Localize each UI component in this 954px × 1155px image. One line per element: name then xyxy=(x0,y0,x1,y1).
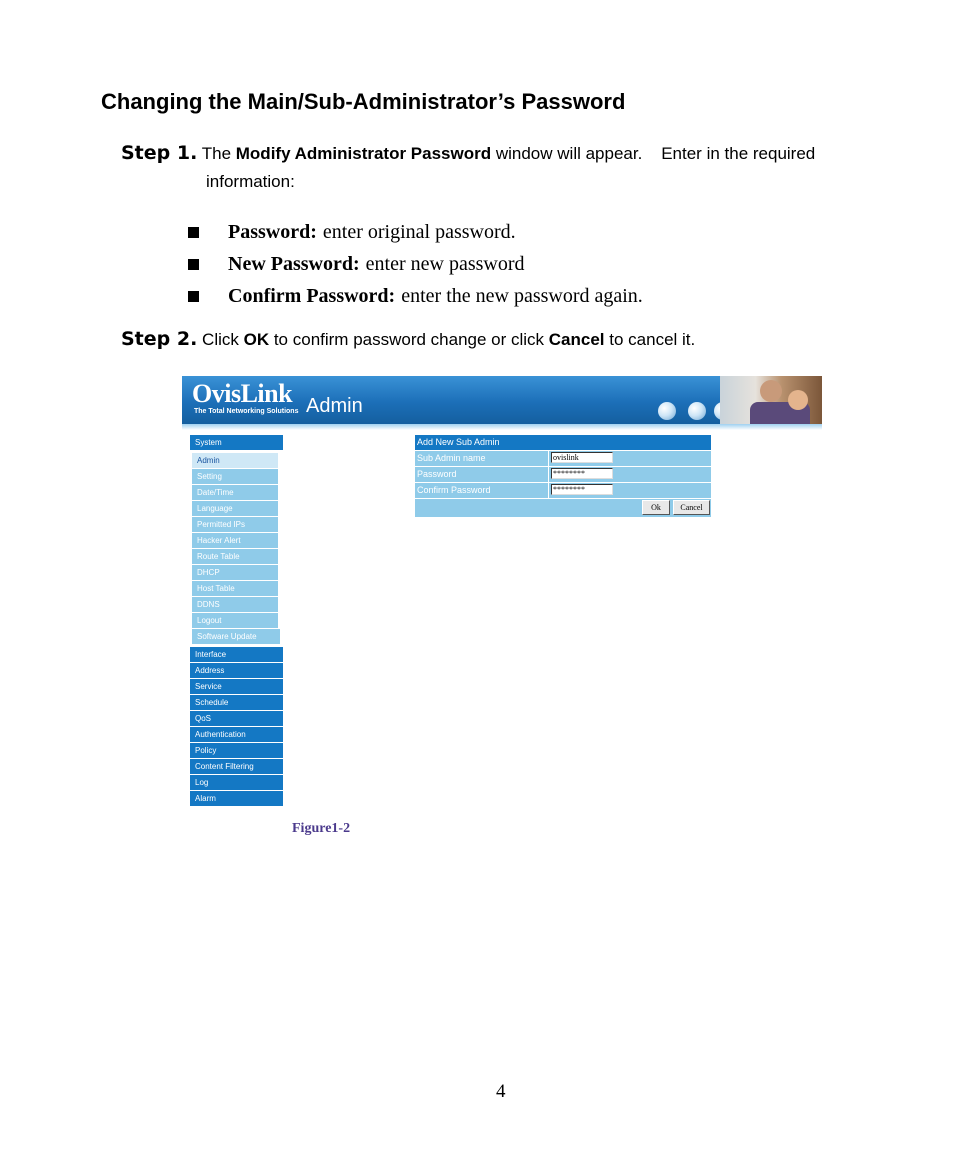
square-bullet-icon xyxy=(188,259,199,270)
sidebar-item-route-table[interactable]: Route Table xyxy=(192,549,278,564)
sidebar-group-log[interactable]: Log xyxy=(190,775,283,790)
field-term: New Password: xyxy=(228,253,360,275)
page-number: 4 xyxy=(496,1081,506,1102)
field-description: enter new password xyxy=(365,253,525,275)
banner-photo xyxy=(720,376,822,424)
sidebar-group-authentication[interactable]: Authentication xyxy=(190,727,283,742)
sidebar-item-permitted-ips[interactable]: Permitted IPs xyxy=(192,517,278,532)
step-1-window-name: Modify Administrator Password xyxy=(235,144,492,163)
app-banner xyxy=(182,376,822,424)
sidebar-item-dhcp[interactable]: DHCP xyxy=(192,565,278,580)
password-label: Password xyxy=(415,467,548,482)
sidebar-group-schedule[interactable]: Schedule xyxy=(190,695,283,710)
sidebar-item-software-update[interactable]: Software Update xyxy=(192,629,280,644)
ok-button[interactable]: Ok xyxy=(642,500,670,515)
field-term: Confirm Password: xyxy=(228,285,396,307)
step-1-continuation: information: xyxy=(206,172,295,191)
square-bullet-icon xyxy=(188,291,199,302)
step-1-text-pre: The xyxy=(201,144,236,163)
step-1-label: Step 1. xyxy=(121,142,198,164)
sidebar-group-policy[interactable]: Policy xyxy=(190,743,283,758)
globe-icon xyxy=(658,402,676,420)
admin-screenshot-figure xyxy=(182,376,822,808)
list-item xyxy=(188,280,643,312)
step-2-label: Step 2. xyxy=(121,328,198,350)
field-description: enter the new password again. xyxy=(401,285,643,307)
step-2-ok: OK xyxy=(243,330,270,349)
sub-admin-name-input[interactable] xyxy=(551,452,613,463)
sidebar-item-admin[interactable]: Admin xyxy=(192,453,278,468)
sidebar-group-address[interactable]: Address xyxy=(190,663,283,678)
sidebar-group-alarm[interactable]: Alarm xyxy=(190,791,283,806)
sidebar-item-date-time[interactable]: Date/Time xyxy=(192,485,278,500)
square-bullet-icon xyxy=(188,227,199,238)
form-actions xyxy=(415,499,711,517)
cancel-button[interactable]: Cancel xyxy=(673,500,710,515)
step-2-text-2: to confirm password change or click xyxy=(269,330,549,349)
sub-admin-name-label: Sub Admin name xyxy=(415,451,548,466)
figure-caption: Figure1-2 xyxy=(292,821,351,836)
form-row-name xyxy=(415,451,711,466)
banner-divider xyxy=(182,424,822,430)
sidebar-group-qos[interactable]: QoS xyxy=(190,711,283,726)
logo-tagline: The Total Networking Solutions xyxy=(194,408,299,415)
globe-icon xyxy=(688,402,706,420)
sidebar-nav xyxy=(190,435,284,807)
field-list xyxy=(188,216,643,312)
sidebar-item-hacker-alert[interactable]: Hacker Alert xyxy=(192,533,278,548)
form-title: Add New Sub Admin xyxy=(415,435,711,450)
confirm-password-input[interactable] xyxy=(551,484,613,495)
sidebar-item-logout[interactable]: Logout xyxy=(192,613,278,628)
sidebar-item-setting[interactable]: Setting xyxy=(192,469,278,484)
list-item xyxy=(188,248,643,280)
ovislink-logo: OvisLink xyxy=(192,379,293,408)
section-heading: Changing the Main/Sub-Administrator’s Password xyxy=(101,89,626,114)
sidebar-item-language[interactable]: Language xyxy=(192,501,278,516)
step-2-text-3: to cancel it. xyxy=(604,330,696,349)
sidebar-group-service[interactable]: Service xyxy=(190,679,283,694)
step-2-cancel: Cancel xyxy=(548,330,605,349)
form-row-confirm xyxy=(415,483,711,498)
form-row-password xyxy=(415,467,711,482)
sidebar-item-host-table[interactable]: Host Table xyxy=(192,581,278,596)
field-term: Password: xyxy=(228,221,317,243)
list-item xyxy=(188,216,643,248)
page-title: Admin xyxy=(306,395,363,417)
sidebar-group-content-filtering[interactable]: Content Filtering xyxy=(190,759,283,774)
field-description: enter original password. xyxy=(322,221,516,243)
confirm-password-label: Confirm Password xyxy=(415,483,548,498)
sidebar-item-ddns[interactable]: DDNS xyxy=(192,597,278,612)
step-2-text-1: Click xyxy=(202,330,244,349)
step-2 xyxy=(121,325,695,354)
password-input[interactable] xyxy=(551,468,613,479)
add-sub-admin-form xyxy=(415,435,711,517)
step-1-text-post: window will appear. Enter in the required xyxy=(491,144,816,163)
sidebar-group-system[interactable]: System xyxy=(190,435,283,450)
sidebar-group-interface[interactable]: Interface xyxy=(190,647,283,662)
step-1 xyxy=(121,139,911,168)
